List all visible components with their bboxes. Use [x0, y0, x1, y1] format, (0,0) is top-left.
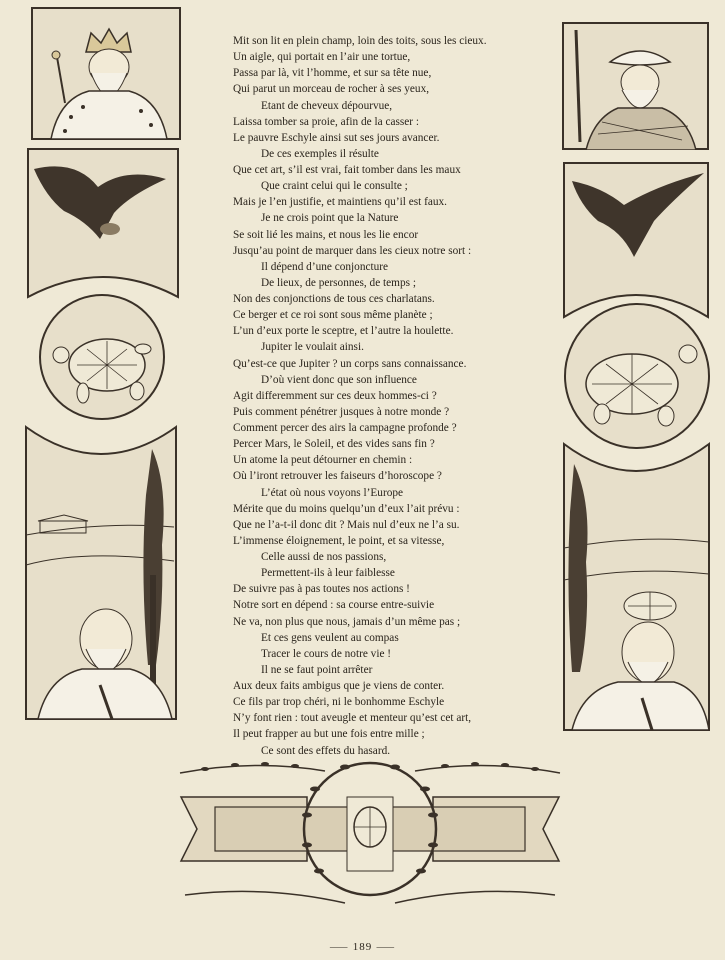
poem-line: L’état où nous voyons l’Europe [261, 486, 404, 499]
poem-line: Aux deux faits ambigus que je viens de conter. [233, 680, 445, 692]
poem-line: Un atome la peut détourner en chemin : [233, 454, 413, 467]
poem-line: L’immense éloignement, le point, et sa vitesse, [233, 534, 445, 547]
poem-line: Il peut frapper au but une fois entre mille ; [233, 728, 425, 741]
poem-line: Percer Mars, le Soleil, et des vides sans fin ? [233, 438, 435, 451]
poem-text [233, 33, 533, 759]
poem-line: Que cet art, s’il est vrai, fait tomber dans les maux [233, 164, 461, 176]
tortoise-right-panel [562, 292, 712, 460]
poem-line: Ne va, non plus que nous, jamais d’un même pas ; [233, 615, 461, 628]
poem-line: Etant de cheveux dépourvue, [261, 99, 393, 112]
folio-right-ornament: ⸺ [372, 941, 396, 953]
poem-line: De ces exemples il résulte [261, 147, 379, 160]
poem-line: Tracer le cours de notre vie ! [261, 647, 392, 660]
poem-line: Jupiter le voulait ainsi. [261, 341, 364, 354]
poem-line: Qui parut un morceau de rocher à ses yeux, [233, 83, 430, 96]
poem-line: Ce sont des effets du hasard. [261, 744, 391, 757]
tortoise-on-head-panel [562, 442, 711, 732]
poem-line: L’un d’eux porte le sceptre, et l’autre la houlette. [233, 325, 454, 338]
poem-line: Agit differemment sur ces deux hommes-ci ? [233, 389, 437, 402]
poem-line: Que ne l’a-t-il donc dit ? Mais nul d’eux ne l’a su. [233, 518, 460, 531]
poem-line: Le pauvre Eschyle ainsi sut ses jours avancer. [233, 131, 440, 144]
poem-line: Puis comment pénétrer jusques à notre monde ? [233, 405, 450, 418]
folio-left-ornament: ⸺ [329, 941, 353, 953]
poem-line: Se soit lié les mains, et nous les lie encor [233, 228, 419, 241]
poem-line: De lieux, de personnes, de temps ; [261, 276, 416, 289]
poem-line: Mit son lit en plein champ, loin des toits, sous les cieux. [233, 35, 487, 47]
poem-line: Que craint celui qui le consulte ; [261, 180, 408, 193]
poem-line: Laissa tomber sa proie, afin de la casser : [233, 115, 420, 128]
tortoise-wreath-ornament [175, 745, 565, 925]
poem-line: De suivre pas à pas toutes nos actions ! [233, 583, 410, 596]
poem-line: Et ces gens veulent au compas [261, 631, 399, 644]
poem-line: Où l’iront retrouver les faiseurs d’horoscope ? [233, 470, 442, 483]
poem-line: Il ne se faut point arrêter [261, 663, 373, 676]
eagle-left-panel [26, 147, 180, 305]
page-number [0, 938, 725, 954]
poem-line: Jusqu’au point de marquer dans les cieux notre sort : [233, 244, 472, 257]
poem-line: Qu’est-ce que Jupiter ? un corps sans connaissance. [233, 357, 467, 370]
tortoise-left-panel [25, 293, 180, 423]
poem-line: Permettent-ils à leur faiblesse [261, 567, 395, 580]
poem-line: N’y font rien : tout aveugle et menteur qu’est cet art, [233, 712, 472, 725]
poem-line: Mérite que du moins quelqu’un d’eux l’ait prévu : [233, 502, 460, 515]
eschyle-landscape-panel [24, 425, 179, 721]
king-panel [31, 7, 181, 140]
poem-line: Non des conjonctions de tous ces charlatans. [233, 293, 435, 305]
poem-line: D’où vient donc que son influence [261, 373, 417, 386]
poem-line: Ce fils par trop chéri, ni le bonhomme Eschyle [233, 696, 445, 709]
poem-line: Comment percer des airs la campagne profonde ? [233, 422, 457, 434]
poem-line: Un aigle, qui portait en l’air une tortue, [233, 51, 411, 64]
poem-line: Notre sort en dépend : sa course entre-suivie [233, 599, 435, 612]
poem-line: Il dépend d’une conjoncture [261, 260, 389, 273]
poem-line: Je ne crois point que la Nature [261, 212, 399, 225]
poem-line: Passa par là, vit l’homme, et sur sa tête nue, [233, 67, 432, 80]
page-number-value: 189 [352, 941, 373, 953]
poem-line: Mais je l’en justifie, et maintiens qu’il est faux. [233, 196, 447, 209]
shepherd-panel [562, 22, 709, 150]
poem-line: Ce berger et ce roi sont sous même planète ; [233, 309, 433, 322]
poem-line: Celle aussi de nos passions, [261, 551, 387, 563]
